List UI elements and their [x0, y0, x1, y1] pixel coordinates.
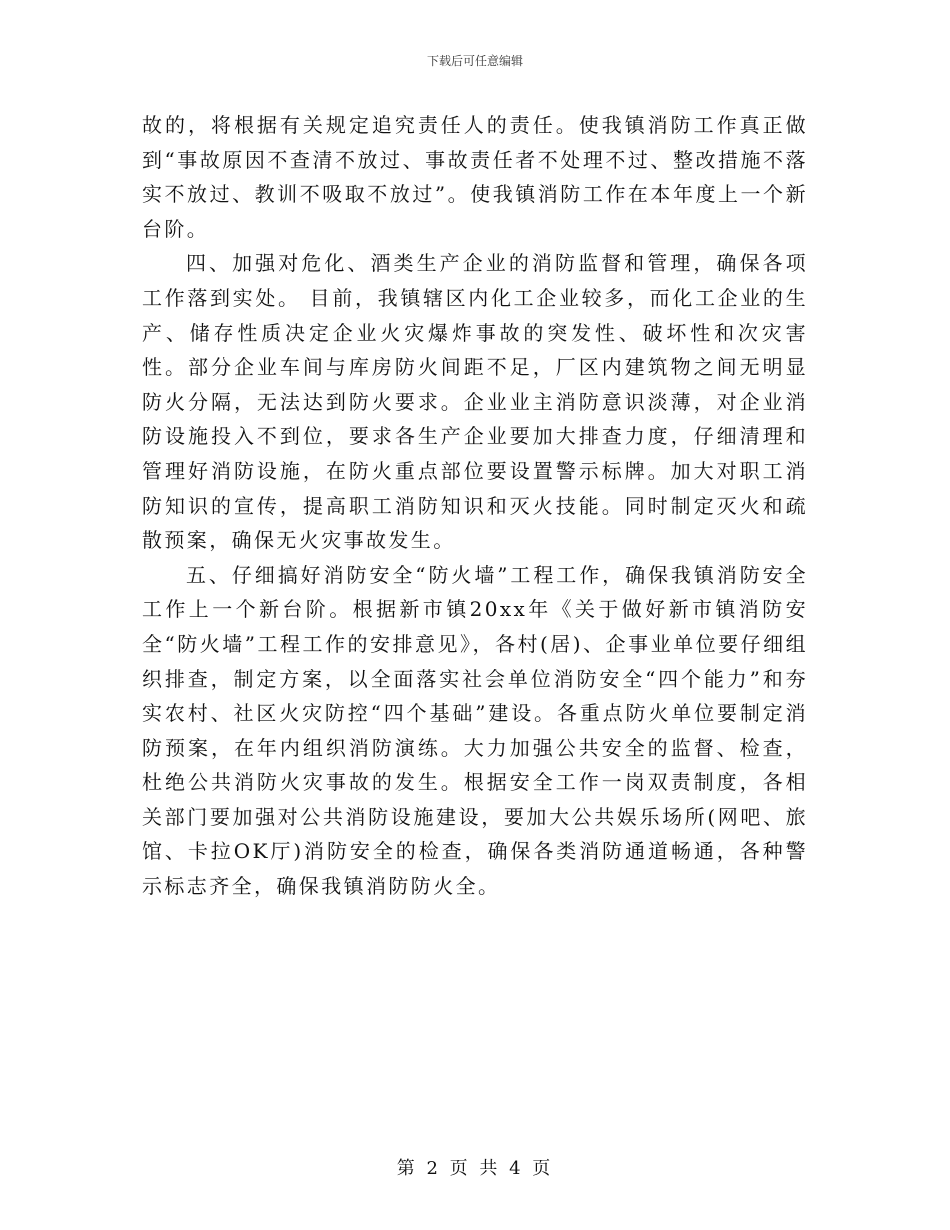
- document-body: [142, 108, 808, 904]
- page-header: 下载后可任意编辑: [426, 54, 523, 68]
- paragraph-section-four: 四、加强对危化、酒类生产企业的消防监督和管理，确保各项工作落到实处。 目前，我镇辖区内化工企业较多，而化工企业的生产、储存性质决定企业火灾爆炸事故的突发性、破坏性和次灾害性。部分企业车间与库房防火间距不足，厂区内建筑物之间无明显防火分隔，无法达到防火要求。企业业主消防意识淡薄，对企业消防设施投入不到位，要求各生产企业要加大排查力度，仔细清理和管理好消防设施，在防火重点部位要设置警示标牌。加大对职工消防知识的宣传，提高职工消防知识和灭火技能。同时制定灭火和疏散预案，确保无火灾事故发生。: [142, 251, 808, 553]
- page-number: 第 2 页 共 4 页: [396, 1158, 554, 1179]
- paragraph-continued: 故的，将根据有关规定追究责任人的责任。使我镇消防工作真正做到“事故原因不查清不放过、事故责任者不处理不过、整改措施不落实不放过、教训不吸取不放过”。使我镇消防工作在本年度上一个新台阶。: [142, 113, 808, 241]
- paragraph-section-five: 五、仔细搞好消防安全“防火墙”工程工作，确保我镇消防安全工作上一个新台阶。根据新市镇20xx年《关于做好新市镇消防安全“防火墙”工程工作的安排意见》，各村(居)、企事业单位要仔细组织排查，制定方案，以全面落实社会单位消防安全“四个能力”和夯实农村、社区火灾防控“四个基础”建设。各重点防火单位要制定消防预案，在年内组织消防演练。大力加强公共安全的监督、检查，杜绝公共消防火灾事故的发生。根据安全工作一岗双责制度，各相关部门要加强对公共消防设施建设，要加大公共娱乐场所(网吧、旅馆、卡拉OK厅)消防安全的检查，确保各类消防通道畅通，各种警示标志齐全，确保我镇消防防火全。: [142, 562, 808, 899]
